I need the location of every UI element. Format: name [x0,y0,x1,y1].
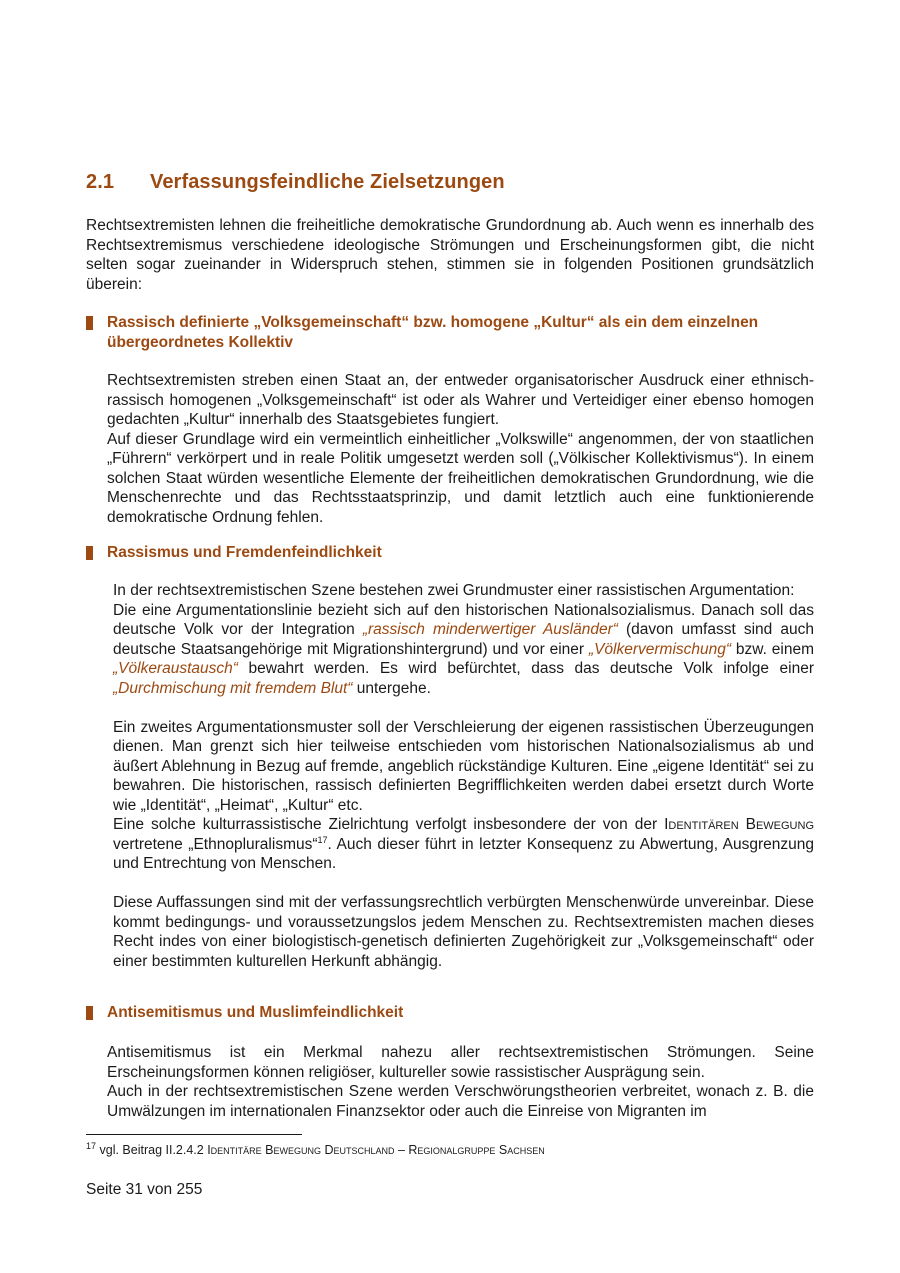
intro-block [86,216,814,294]
bullet2-body [113,581,814,971]
text-run: vertretene „Ethnopluralismus“ [113,835,318,853]
quote-durchmischung: „Durchmischung mit fremdem Blut“ [113,679,353,697]
organization-name: Identitären Bewegung [664,816,814,833]
bullet1-paragraph-2: Auf dieser Grundlage wird ein vermeintlich einheitlicher „Volkswille“ angenommen, der von staatlichen „Führern“ verkörpert und in reale Politik umgesetzt werden soll („Völkischer Kollektivismus“). In einem solchen Staat würden wesentliche Elemente der freiheitlichen demokratischen Grundordnung, wie die Menschenrechte und das Rechtsstaatsprinzip, und damit letztlich auch eine funktionierende demokratische Ordnung fehlen. [107,430,814,526]
bullet-heading-rassismus [86,543,817,563]
text-run: (davon umfasst sind auch deutsche Staatsangehörige mit Migrationshintergrund) und vor einer [113,621,814,658]
footnote-number: 17 [86,1140,97,1151]
bullet2-paragraph-2 [113,601,814,699]
footnote-reference: 17 [317,834,328,845]
bullet1-body [107,371,814,527]
bullet-heading-antisemitismus [86,1003,817,1023]
text-run: Die eine Argumentationslinie bezieht sich auf den historischen Nationalsozialismus. Danach soll das deutsche Volk vor der Integration [113,601,814,638]
bullet-heading-text: Antisemitismus und Muslimfeindlichkeit [107,1004,404,1021]
footnote [86,1140,545,1157]
bullet3-paragraph-2: Auch in der rechtsextremistischen Szene werden Verschwörungstheorien verbreitet, wonach z. B. die Umwälzungen im internationalen Finanzsektor oder auch die Einreise von Migranten im [107,1083,814,1120]
bullet-marker [86,1006,93,1020]
text-run: bewahrt werden. Es wird befürchtet, dass das deutsche Volk infolge einer [237,660,814,677]
bullet-marker [86,546,93,560]
bullet-heading-text: Rassismus und Fremdenfeindlichkeit [107,544,382,561]
text-run: Eine solche kulturrassistische Zielrichtung verfolgt insbesondere der von der [113,816,665,833]
text-run: . Auch dieser führt in letzter Konsequenz zu Abwertung, Ausgrenzung und Entrechtung von Menschen. [113,835,814,872]
bullet-marker [86,316,93,330]
bullet2-paragraph-4 [113,815,814,874]
footnote-organization: Identitäre Bewegung Deutschland – Regionalgruppe Sachsen [207,1143,545,1157]
bullet-heading-volksgemeinschaft [86,313,817,352]
bullet3-body [107,1043,814,1121]
footnote-text: vgl. Beitrag II.2.4.2 [96,1143,208,1157]
text-run: untergehe. [352,679,431,697]
intro-paragraph: Rechtsextremisten lehnen die freiheitliche demokratische Grundordnung ab. Auch wenn es innerhalb des Rechtsextremismus verschiedene ideologische Strömungen und Erscheinungsformen gibt, die nicht selten sogar zueinander in Widerspruch stehen, stimmen sie in folgenden Positionen grundsätzlich überein: [86,217,814,293]
text-run: bzw. einem [731,640,814,658]
bullet-heading-text: Rassisch definierte „Volksgemeinschaft“ bzw. homogene „Kultur“ als ein dem einzelnen übergeordnetes Kollektiv [107,314,759,351]
section-number: 2.1 [86,171,115,193]
quote-voelkeraustausch: „Völkeraustausch“ [113,660,238,677]
bullet1-paragraph-1: Rechtsextremisten streben einen Staat an, der entweder organisatorischer Ausdruck einer ethnisch-rassisch homogenen „Volksgemeinschaft“ ist oder als Wahrer und Verteidiger einer ebenso homogen gedachten „Kultur“ innerhalb des Staatsgebietes fungiert. [107,372,814,428]
bullet2-paragraph-5: Diese Auffassungen sind mit der verfassungsrechtlich verbürgten Menschenwürde unvereinbar. Diese kommt bedingungs- und voraussetzungslos jedem Menschen zu. Rechtsextremisten machen dieses Recht indes von einer biologistisch-genetisch definierten Zugehörigkeit zur „Volksgemeinschaft“ oder einer bestimmten kulturellen Herkunft abhängig. [113,894,814,970]
bullet3-paragraph-1: Antisemitismus ist ein Merkmal nahezu aller rechtsextremistischen Strömungen. Seine Erscheinungsformen können religiöser, kultureller sowie rassistischer Ausprägung sein. [107,1044,814,1081]
quote-rassisch: „rassisch minderwertiger Ausländer“ [362,621,618,638]
section-title: Verfassungsfeindliche Zielsetzungen [150,171,505,193]
quote-voelkervermischung: „Völkervermischung“ [588,640,732,658]
bullet2-paragraph-1: In der rechtsextremistischen Szene bestehen zwei Grundmuster einer rassistischen Argumentation: [113,582,795,599]
footnote-divider [86,1134,302,1135]
section-heading [86,171,505,194]
page-number: Seite 31 von 255 [86,1181,203,1198]
bullet2-paragraph-3: Ein zweites Argumentationsmuster soll der Verschleierung der eigenen rassistischen Überzeugungen dienen. Man grenzt sich hier teilweise entschieden vom historischen Nationalsozialismus ab und äußert Ablehnung in Bezug auf fremde, angeblich rückständige Kulturen. Eine „eigene Identität“ sei zu bewahren. Die historischen, rassisch definierten Begrifflichkeiten werden dabei ersetzt durch Worte wie „Identität“, „Heimat“, „Kultur“ etc. [113,718,814,814]
